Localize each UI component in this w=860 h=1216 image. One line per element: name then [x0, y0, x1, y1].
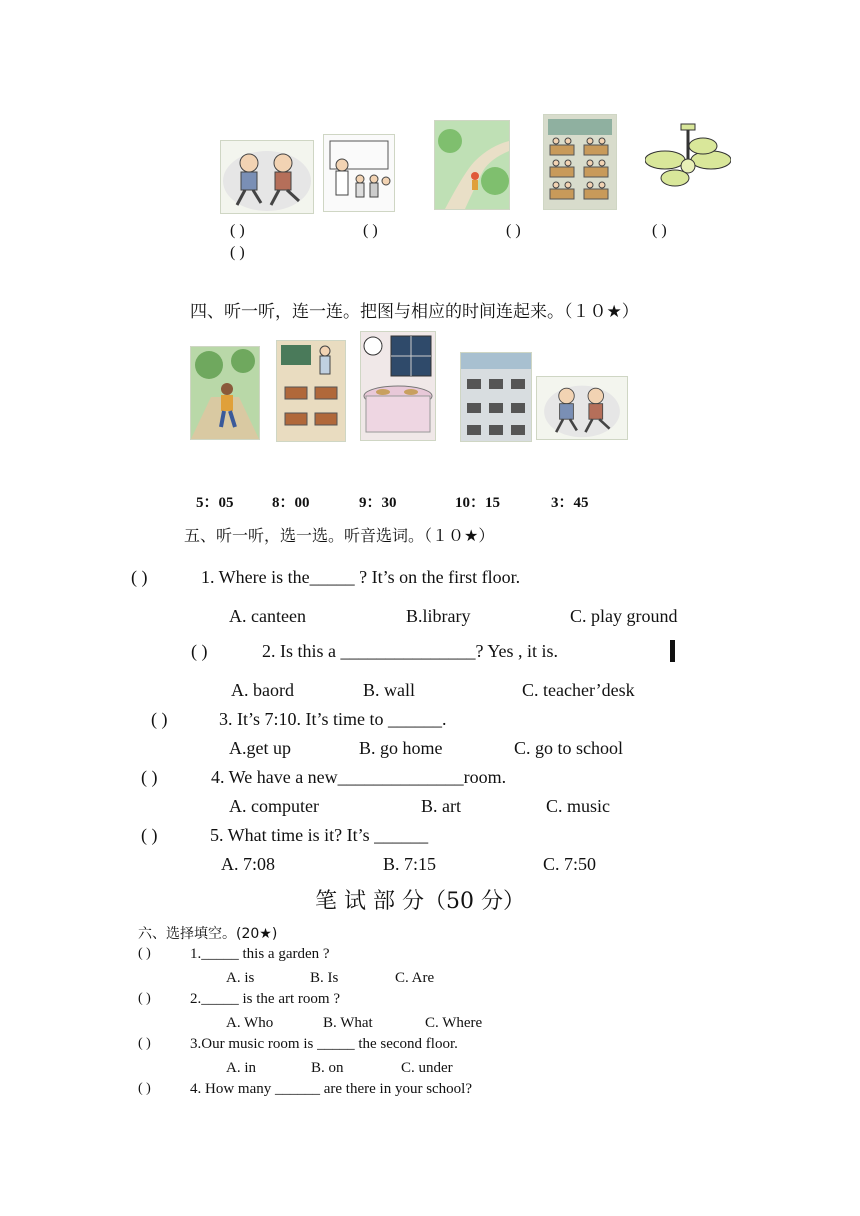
option: A. is [226, 970, 255, 986]
computer-room-icon [461, 353, 531, 441]
answer-paren[interactable]: ( ) [363, 222, 378, 239]
option: A. computer [229, 796, 319, 816]
question-text: 4. How many ______ are there in your school? [190, 1081, 473, 1097]
running-boys-picture [536, 376, 628, 440]
section-heading: 六、选择填空。(20★) [138, 926, 278, 942]
running-boys-icon [537, 377, 627, 439]
ceiling-fan-picture [645, 122, 731, 192]
classroom-teacher-picture [276, 340, 346, 442]
option: B. art [421, 796, 461, 816]
running-boys-picture [220, 140, 314, 214]
option: A.get up [229, 738, 291, 758]
option: C. Are [395, 970, 435, 986]
question-text: 2._____ is the art room ? [190, 991, 340, 1007]
option: A. 7:08 [221, 854, 275, 874]
answer-paren[interactable]: ( ) [131, 567, 148, 587]
answer-paren[interactable]: ( ) [652, 222, 667, 239]
option: B. wall [363, 680, 415, 700]
time-label: 5：05 [196, 495, 234, 511]
answer-paren[interactable]: ( ) [230, 244, 245, 261]
ceiling-fan-icon [645, 122, 731, 192]
answer-paren[interactable]: ( ) [138, 946, 151, 961]
option: A. canteen [229, 606, 306, 626]
option: A. in [226, 1060, 256, 1076]
option: C. go to school [514, 738, 624, 758]
answer-paren[interactable]: ( ) [138, 1081, 151, 1096]
option: C. teacher’desk [522, 680, 635, 700]
option: B. on [311, 1060, 344, 1076]
answer-paren[interactable]: ( ) [138, 1036, 151, 1051]
option: A. Who [226, 1015, 274, 1031]
option: B. 7:15 [383, 854, 437, 874]
question-text: 3.Our music room is _____ the second floor. [190, 1036, 458, 1052]
question-text: 2. Is this a _______________? Yes , it is. [262, 641, 559, 661]
time-label: 10：15 [455, 495, 501, 511]
section-heading: 五、听一听，选一选。听音选词。（１０★） [184, 526, 495, 545]
section-heading: 四、听一听，连一连。把图与相应的时间连起来。（１０★） [190, 302, 639, 322]
option: B.library [406, 606, 471, 626]
teacher-children-icon [324, 135, 394, 211]
question-text: 1._____ this a garden ? [190, 946, 330, 962]
option: B. Is [310, 970, 339, 986]
option: C. under [401, 1060, 453, 1076]
garden-path-picture [434, 120, 510, 210]
answer-paren[interactable]: ( ) [191, 641, 208, 661]
classroom-students-icon [544, 115, 616, 209]
answer-paren[interactable]: ( ) [141, 825, 158, 845]
question-text: 3. It’s 7:10. It’s time to ______. [219, 709, 447, 729]
option: B. What [323, 1015, 373, 1031]
time-label: 3：45 [551, 495, 589, 511]
answer-paren[interactable]: ( ) [141, 767, 158, 787]
computer-room-picture [460, 352, 532, 442]
option: C. play ground [570, 606, 678, 626]
option: C. Where [425, 1015, 483, 1031]
answer-paren[interactable]: ( ) [138, 991, 151, 1006]
option: C. music [546, 796, 611, 816]
answer-paren[interactable]: ( ) [506, 222, 521, 239]
running-boys-icon [221, 141, 313, 213]
garden-path-icon [435, 121, 509, 209]
time-label: 9：30 [359, 495, 397, 511]
dinner-table-picture [360, 331, 436, 441]
answer-paren[interactable]: ( ) [151, 709, 168, 729]
option: C. 7:50 [543, 854, 597, 874]
section-title: 笔 试 部 分（50 分） [315, 889, 525, 914]
option: B. go home [359, 738, 443, 758]
classroom-teacher-icon [277, 341, 345, 441]
question-text: 1. Where is the_____ ? It’s on the first floor. [201, 567, 521, 587]
option: A. baord [231, 680, 294, 700]
walking-boy-picture [190, 346, 260, 440]
answer-paren[interactable]: ( ) [230, 222, 245, 239]
classroom-students-picture [543, 114, 617, 210]
question-text: 4. We have a new______________room. [211, 767, 507, 787]
walking-boy-icon [191, 347, 259, 439]
text-cursor-mark [670, 640, 675, 662]
question-text: 5. What time is it? It’s ______ [210, 825, 429, 845]
time-label: 8：00 [272, 495, 310, 511]
teacher-children-picture [323, 134, 395, 212]
dinner-table-icon [361, 332, 435, 440]
